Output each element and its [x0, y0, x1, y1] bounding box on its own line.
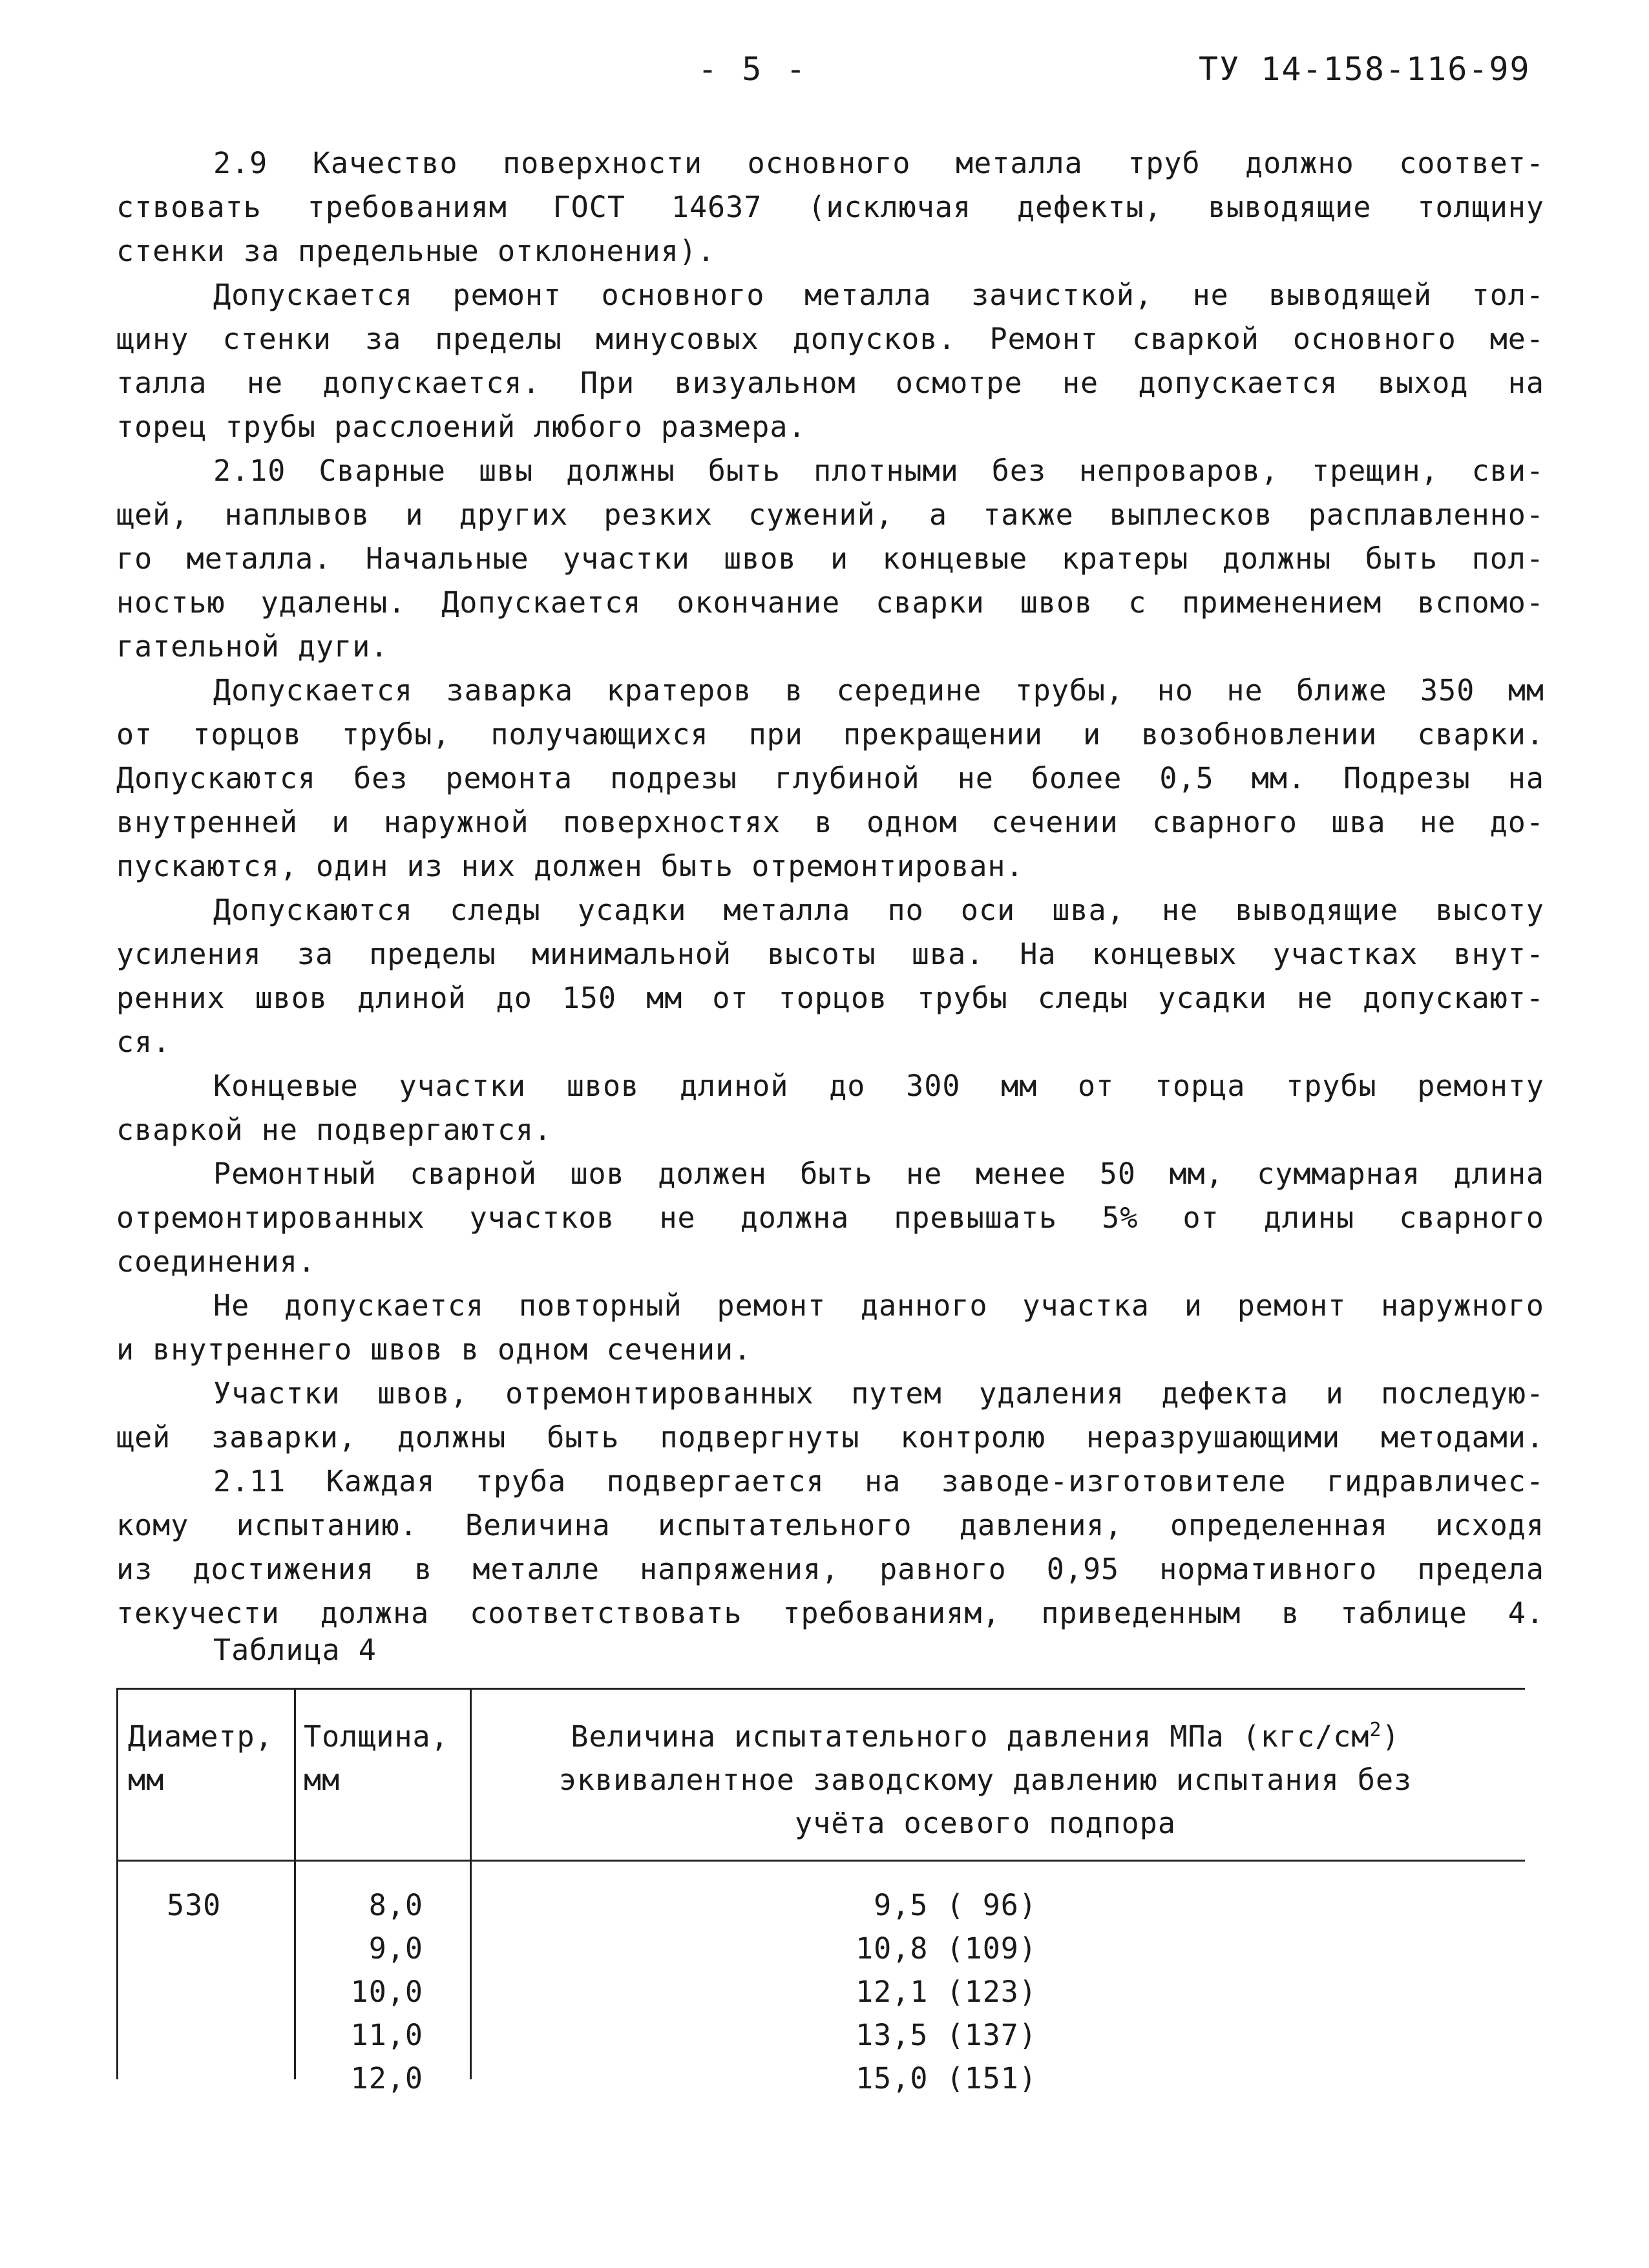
- page-number: - 5 -: [698, 50, 808, 88]
- row-pressure: 13,5 (137): [856, 2018, 1037, 2052]
- text-line: 2.11 Каждая труба подвергается на заводе-изготовителе гидравличес-: [213, 1464, 1544, 1498]
- row-diameter: 530: [167, 1888, 222, 1922]
- text-line: щину стенки за пределы минусовых допусков. Ремонт сваркой основного ме-: [116, 322, 1544, 356]
- document-code: ТУ 14-158-116-99: [1199, 50, 1531, 88]
- text-line: кому испытанию. Величина испытательного давления, определенная исходя: [116, 1508, 1544, 1542]
- text-line: ся.: [116, 1025, 171, 1059]
- header-pressure-line1: [481, 1719, 1489, 1754]
- text-line: и внутреннего швов в одном сечении.: [116, 1332, 752, 1367]
- text-line: го металла. Начальные участки швов и концевые кратеры должны быть пол-: [116, 541, 1544, 576]
- row-thickness: 12,0: [350, 2061, 423, 2095]
- table-col-rule: [116, 1860, 118, 2079]
- text-line: сваркой не подвергаются.: [116, 1113, 552, 1147]
- text-line: щей заварки, должны быть подвергнуты контролю неразрушающими методами.: [116, 1420, 1544, 1454]
- text-line: Допускается ремонт основного металла зачисткой, не выводящей тол-: [213, 278, 1544, 312]
- row-pressure: 10,8 (109): [856, 1931, 1037, 1966]
- table-top-rule: [116, 1688, 1525, 1690]
- text-line: талла не допускается. При визуальном осмотре не допускается выход на: [116, 366, 1544, 400]
- header-pressure-superscript: 2: [1369, 1719, 1382, 1741]
- text-line: гательной дуги.: [116, 629, 389, 664]
- row-thickness: 11,0: [350, 2018, 423, 2052]
- row-pressure: 15,0 (151): [856, 2061, 1037, 2095]
- row-thickness: 9,0: [368, 1931, 423, 1966]
- text-line: Ремонтный сварной шов должен быть не менее 50 мм, суммарная длина: [213, 1157, 1544, 1191]
- header-thickness-line1: Толщина,: [304, 1719, 449, 1754]
- header-pressure-line3: учёта осевого подпора: [795, 1806, 1176, 1840]
- row-pressure: 9,5 ( 96): [874, 1888, 1037, 1922]
- table-col-rule: [470, 1860, 472, 2079]
- text-line: стенки за предельные отклонения).: [116, 234, 716, 268]
- header-pressure-text: Величина испытательного давления МПа (кгс/см: [571, 1719, 1370, 1754]
- text-line: внутренней и наружной поверхностях в одном сечении сварного шва не до-: [116, 805, 1544, 839]
- table-col-rule: [116, 1688, 118, 1866]
- table-caption: Таблица 4: [213, 1633, 377, 1667]
- text-line: пускаются, один из них должен быть отремонтирован.: [116, 849, 1024, 883]
- text-line: торец трубы расслоений любого размера.: [116, 410, 806, 444]
- text-line: текучести должна соответствовать требованиям, приведенным в таблице 4.: [116, 1596, 1544, 1630]
- table-col-rule: [470, 1688, 472, 1866]
- header-pressure-line2: эквивалентное заводскому давлению испытания без: [558, 1763, 1413, 1797]
- text-line: Допускаются следы усадки металла по оси шва, не выводящие высоту: [213, 893, 1544, 927]
- row-thickness: 10,0: [350, 1975, 423, 2009]
- row-thickness: 8,0: [368, 1888, 423, 1922]
- text-line: от торцов трубы, получающихся при прекращении и возобновлении сварки.: [116, 717, 1544, 751]
- text-line: из достижения в металле напряжения, равного 0,95 нормативного предела: [116, 1552, 1544, 1586]
- text-line: Допускается заварка кратеров в середине трубы, но не ближе 350 мм: [213, 673, 1544, 708]
- row-pressure: 12,1 (123): [856, 1975, 1037, 2009]
- text-line: Допускаются без ремонта подрезы глубиной не более 0,5 мм. Подрезы на: [116, 761, 1544, 795]
- text-line: соединения.: [116, 1244, 317, 1279]
- text-line: усиления за пределы минимальной высоты шва. На концевых участках внут-: [116, 937, 1544, 971]
- text-line: ренних швов длиной до 150 мм от торцов трубы следы усадки не допускают-: [116, 981, 1544, 1015]
- text-line: ствовать требованиям ГОСТ 14637 (исключая дефекты, выводящие толщину: [116, 190, 1544, 224]
- table-col-rule: [294, 1688, 296, 1866]
- text-line: 2.10 Сварные швы должны быть плотными без непроваров, трещин, сви-: [213, 454, 1544, 488]
- header-pressure-close: ): [1381, 1719, 1400, 1754]
- header-thickness-unit: мм: [304, 1763, 341, 1797]
- text-line: отремонтированных участков не должна превышать 5% от длины сварного: [116, 1201, 1544, 1235]
- header-diameter-line1: Диаметр,: [128, 1719, 273, 1754]
- text-line: Не допускается повторный ремонт данного участка и ремонт наружного: [213, 1288, 1544, 1323]
- text-line: щей, наплывов и других резких сужений, а также выплесков расплавленно-: [116, 498, 1544, 532]
- table-header-rule: [116, 1860, 1525, 1862]
- text-line: 2.9 Качество поверхности основного металла труб должно соответ-: [213, 146, 1544, 180]
- text-line: Концевые участки швов длиной до 300 мм от торца трубы ремонту: [213, 1069, 1544, 1103]
- table-col-rule: [294, 1860, 296, 2079]
- text-line: ностью удалены. Допускается окончание сварки швов с применением вспомо-: [116, 585, 1544, 620]
- header-diameter-unit: мм: [128, 1763, 165, 1797]
- text-line: Участки швов, отремонтированных путем удаления дефекта и последую-: [213, 1376, 1544, 1411]
